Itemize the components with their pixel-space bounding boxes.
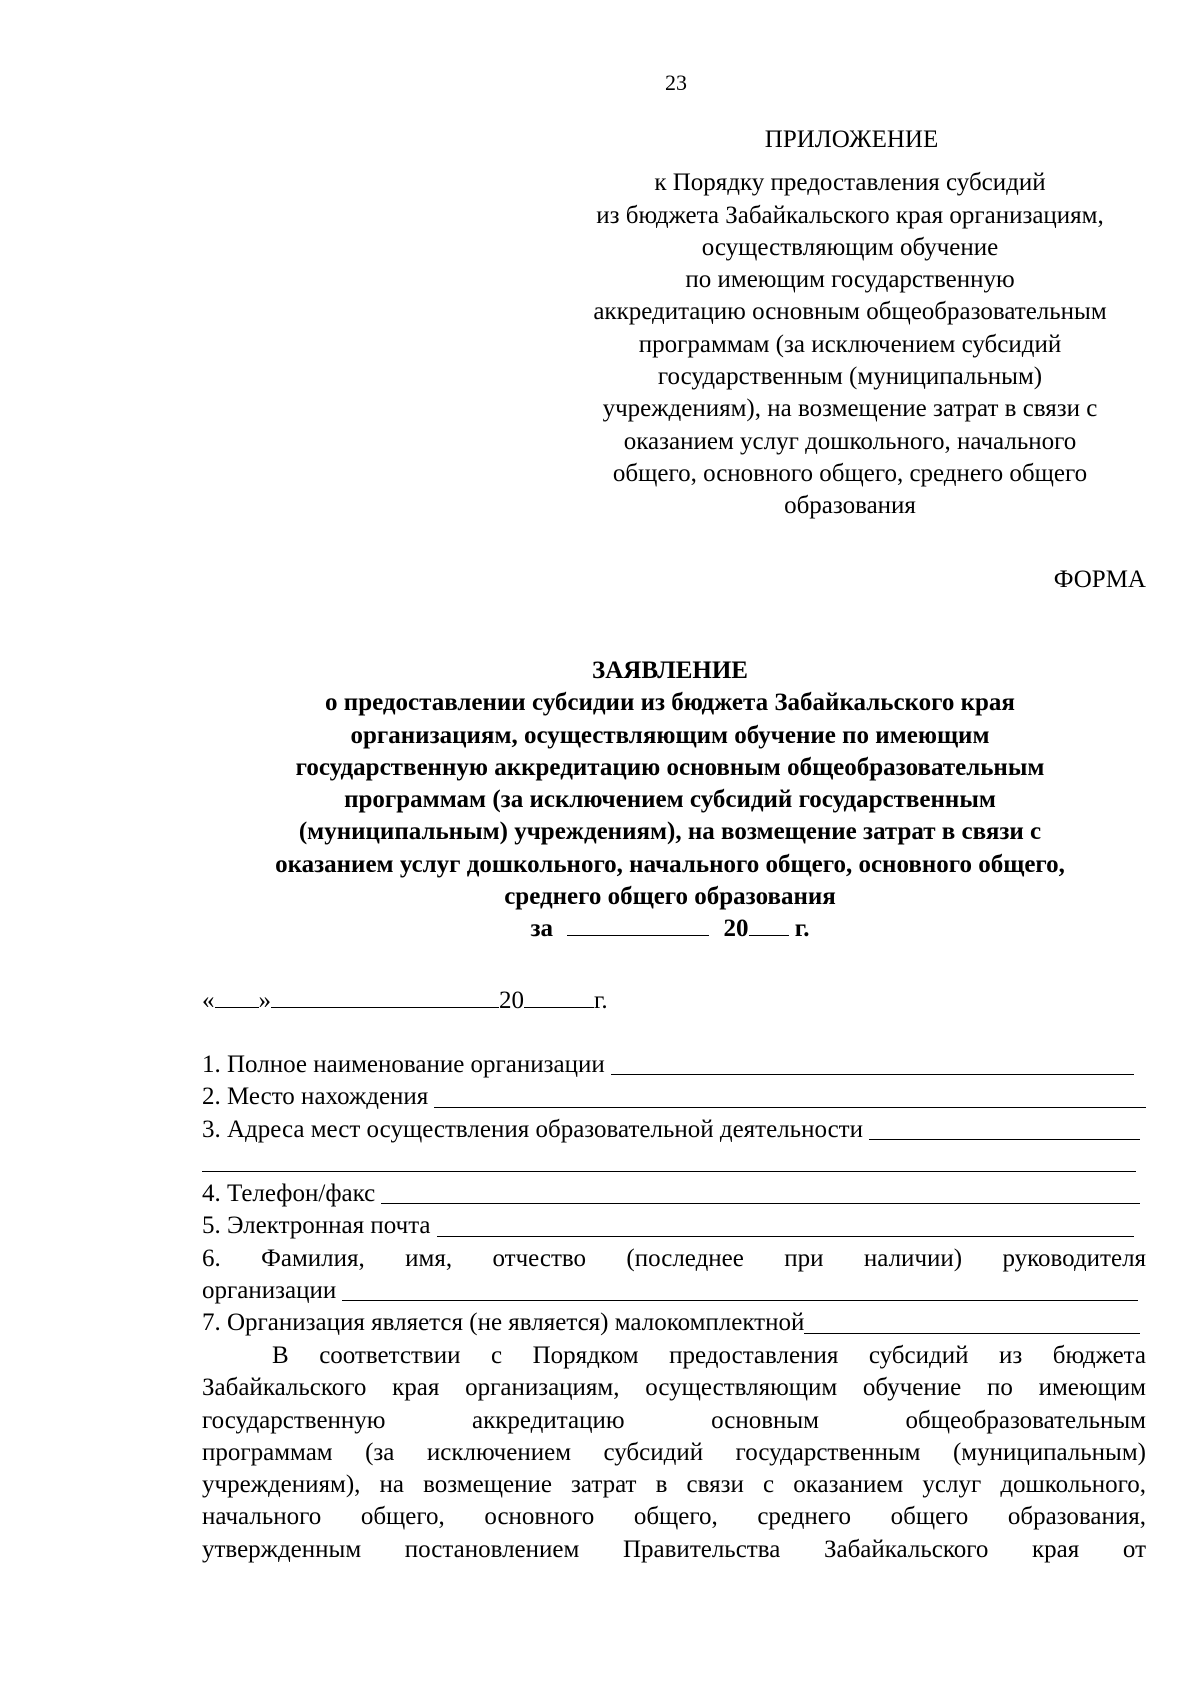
date-year-blank[interactable] [524, 985, 594, 1008]
location-input[interactable] [434, 1107, 1146, 1108]
date-suffix: г. [594, 987, 608, 1014]
application-heading [180, 655, 1160, 946]
body-paragraph [202, 1340, 1146, 1566]
field-head-name-cont [202, 1275, 1146, 1307]
day-blank[interactable] [215, 985, 259, 1008]
appendix-line: из бюджета Забайкальского края организациям, [596, 201, 1104, 229]
phone-fax-input[interactable] [381, 1203, 1140, 1204]
field-word: руководителя [1002, 1244, 1147, 1272]
field-word: при [784, 1244, 824, 1272]
heading-line: программам (за исключением субсидий государственным [344, 786, 996, 814]
body-line: программам (за исключением субсидий государственным (муниципальным) [202, 1438, 1146, 1466]
heading-title: ЗАЯВЛЕНИЕ [592, 657, 748, 684]
heading-line: о предоставлении субсидии из бюджета Забайкальского края [325, 689, 1015, 717]
heading-line: государственную аккредитацию основным общеобразовательным [295, 753, 1045, 781]
page-number: 23 [665, 70, 687, 95]
body-line: учреждениям), на возмещение затрат в связи с оказанием услуг дошкольного, [202, 1471, 1146, 1499]
appendix-title: ПРИЛОЖЕНИЕ [764, 126, 939, 153]
field-edu-addresses [202, 1114, 1146, 1146]
field-label: 2. Место нахождения [202, 1083, 429, 1111]
field-word: имя, [405, 1244, 453, 1272]
heading-line: среднего общего образования [504, 883, 836, 911]
field-label: 4. Телефон/факс [202, 1180, 376, 1208]
appendix-line: оказанием услуг дошкольного, начального [623, 427, 1077, 455]
appendix-block [555, 124, 1145, 523]
appendix-line: программам (за исключением субсидий [638, 330, 1062, 358]
edu-addresses-input[interactable] [869, 1139, 1140, 1140]
body-line: начального общего, основного общего, среднего общего образования, [202, 1503, 1146, 1531]
date-year: 20 [499, 987, 524, 1014]
body-line: государственную аккредитацию основным общеобразовательным [202, 1406, 1146, 1434]
field-label: организации [202, 1277, 337, 1305]
field-label: 1. Полное наименование организации [202, 1051, 605, 1078]
appendix-line: к Порядку предоставления субсидий [654, 169, 1046, 197]
field-phone-fax [202, 1178, 1146, 1210]
form-fields [202, 1049, 1146, 1340]
head-name-input[interactable] [342, 1300, 1138, 1301]
year-blank[interactable] [749, 913, 789, 936]
field-small-school [202, 1307, 1146, 1339]
field-word: наличии) [863, 1244, 963, 1272]
field-head-name [202, 1243, 1146, 1275]
small-school-input[interactable] [804, 1333, 1140, 1334]
field-edu-addresses-cont [202, 1146, 1146, 1178]
email-input[interactable] [437, 1236, 1134, 1237]
form-label: ФОРМА [1053, 566, 1146, 593]
period-blank[interactable] [567, 913, 709, 936]
edu-addresses-input-2[interactable] [202, 1171, 1136, 1172]
period-year: 20 [723, 915, 749, 943]
period-prefix: за [530, 915, 553, 943]
body-line: утвержденным постановлением Правительства Забайкальского края от [202, 1535, 1146, 1563]
heading-line: организациям, осуществляющим обучение по имеющим [350, 721, 990, 749]
appendix-line: по имеющим государственную [685, 266, 1015, 294]
field-label: 7. Организация является (не является) малокомплектной [202, 1309, 805, 1337]
heading-line: оказанием услуг дошкольного, начального общего, основного общего, [275, 850, 1065, 878]
org-name-input[interactable] [611, 1074, 1134, 1075]
field-org-name [202, 1049, 1146, 1081]
field-label: 3. Адреса мест осуществления образовательной деятельности [202, 1115, 863, 1143]
field-location [202, 1081, 1146, 1113]
field-word: (последнее [626, 1244, 744, 1272]
heading-line: (муниципальным) учреждениям), на возмещение затрат в связи с [298, 818, 1042, 846]
appendix-line: образования [784, 492, 916, 520]
period-suffix: г. [794, 915, 810, 943]
appendix-line: государственным (муниципальным) [657, 363, 1043, 391]
open-quote: « [202, 987, 215, 1014]
appendix-line: аккредитацию основным общеобразовательным [593, 298, 1107, 326]
field-label: 5. Электронная почта [202, 1212, 431, 1240]
month-blank[interactable] [271, 985, 499, 1008]
close-quote: » [258, 987, 271, 1014]
body-line: В соответствии с Порядком предоставления субсидий из бюджета [272, 1342, 1146, 1369]
body-line: Забайкальского края организациям, осуществляющим обучение по имеющим [202, 1374, 1146, 1402]
period-line [180, 913, 1160, 945]
appendix-line: общего, основного общего, среднего общего [612, 459, 1088, 487]
field-email [202, 1210, 1146, 1242]
appendix-line: учреждениям), на возмещение затрат в связи с [602, 395, 1098, 423]
field-word: Фамилия, [261, 1244, 365, 1272]
field-word: отчество [492, 1244, 587, 1272]
date-line [202, 985, 608, 1015]
appendix-line: осуществляющим обучение [701, 233, 999, 261]
field-word: 6. [202, 1244, 221, 1272]
